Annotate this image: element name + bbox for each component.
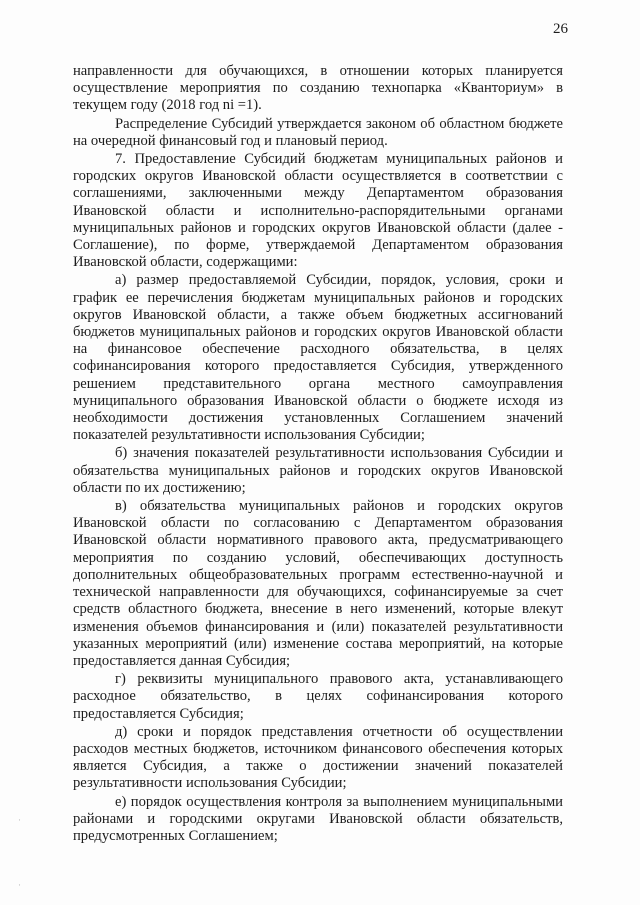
- list-item-e: е) порядок осуществления контроля за выполнением муниципальными районами и городскими округами Ивановской области обязательств, предусмотренных Соглашением;: [73, 793, 563, 844]
- margin-mark: ·: [18, 815, 21, 825]
- paragraph-clause-7: 7. Предоставление Субсидий бюджетам муниципальных районов и городских округов Ивановской области осуществляется в соответствии с соглашениями, заключенными между Департаментом образования Ивановской области и исполнительно-распорядительными органами муниципальных районов и городских округов Ивановской области (далее - Соглашение), по форме, утверждаемой Департаментом образования Ивановской области, содержащими:: [73, 151, 563, 271]
- list-item-a: а) размер предоставляемой Субсидии, порядок, условия, сроки и график ее перечисления бюджетам муниципальных районов и городских округов Ивановской области, а также объем бюджетных ассигнований бюджетов муниципальных районов и городских округов Ивановской области на финансовое обеспечение расходного обязательства, в целях софинансирования которого предоставляется Субсидия, утвержденного решением представительного органа местного самоуправления муниципального образования Ивановской области о бюджете исходя из необходимости достижения установленных Соглашением значений показателей результативности использования Субсидии;: [73, 272, 563, 444]
- margin-mark: ·: [18, 880, 21, 890]
- paragraph-continuation: направленности для обучающихся, в отношении которых планируется осуществление мероприятия по созданию технопарка «Кванториум» в текущем году (2018 год ni =1).: [73, 63, 563, 114]
- list-item-v: в) обязательства муниципальных районов и городских округов Ивановской области по согласованию с Департаментом образования Ивановской области нормативного правового акта, предусматривающего мероприятия по созданию условий, обеспечивающих доступность дополнительных общеобразовательных программ естественно-научной и технической направленности для обучающихся, софинансируемые за счет средств областного бюджета, внесение в него изменений, которые влекут изменения объемов финансирования и (или) показателей результативности указанных мероприятий (или) изменение состава мероприятий, на которые предоставляется данная Субсидия;: [73, 498, 563, 669]
- list-item-d: д) сроки и порядок представления отчетности об осуществлении расходов местных бюджетов, источником финансового обеспечения которых является Субсидия, а также о достижении значений показателей результативности использования Субсидии;: [73, 723, 563, 792]
- page-number: 26: [553, 21, 568, 37]
- list-item-b: б) значения показателей результативности использования Субсидии и обязательства муниципальных районов и городских округов Ивановской области по их достижению;: [73, 445, 563, 496]
- document-body: [73, 63, 563, 845]
- list-item-g: г) реквизиты муниципального правового акта, устанавливающего расходное обязательство, в целях софинансирования которого предоставляется Субсидия;: [73, 671, 563, 722]
- paragraph-distribution: Распределение Субсидий утверждается законом об областном бюджете на очередной финансовый год и плановый период.: [73, 115, 563, 149]
